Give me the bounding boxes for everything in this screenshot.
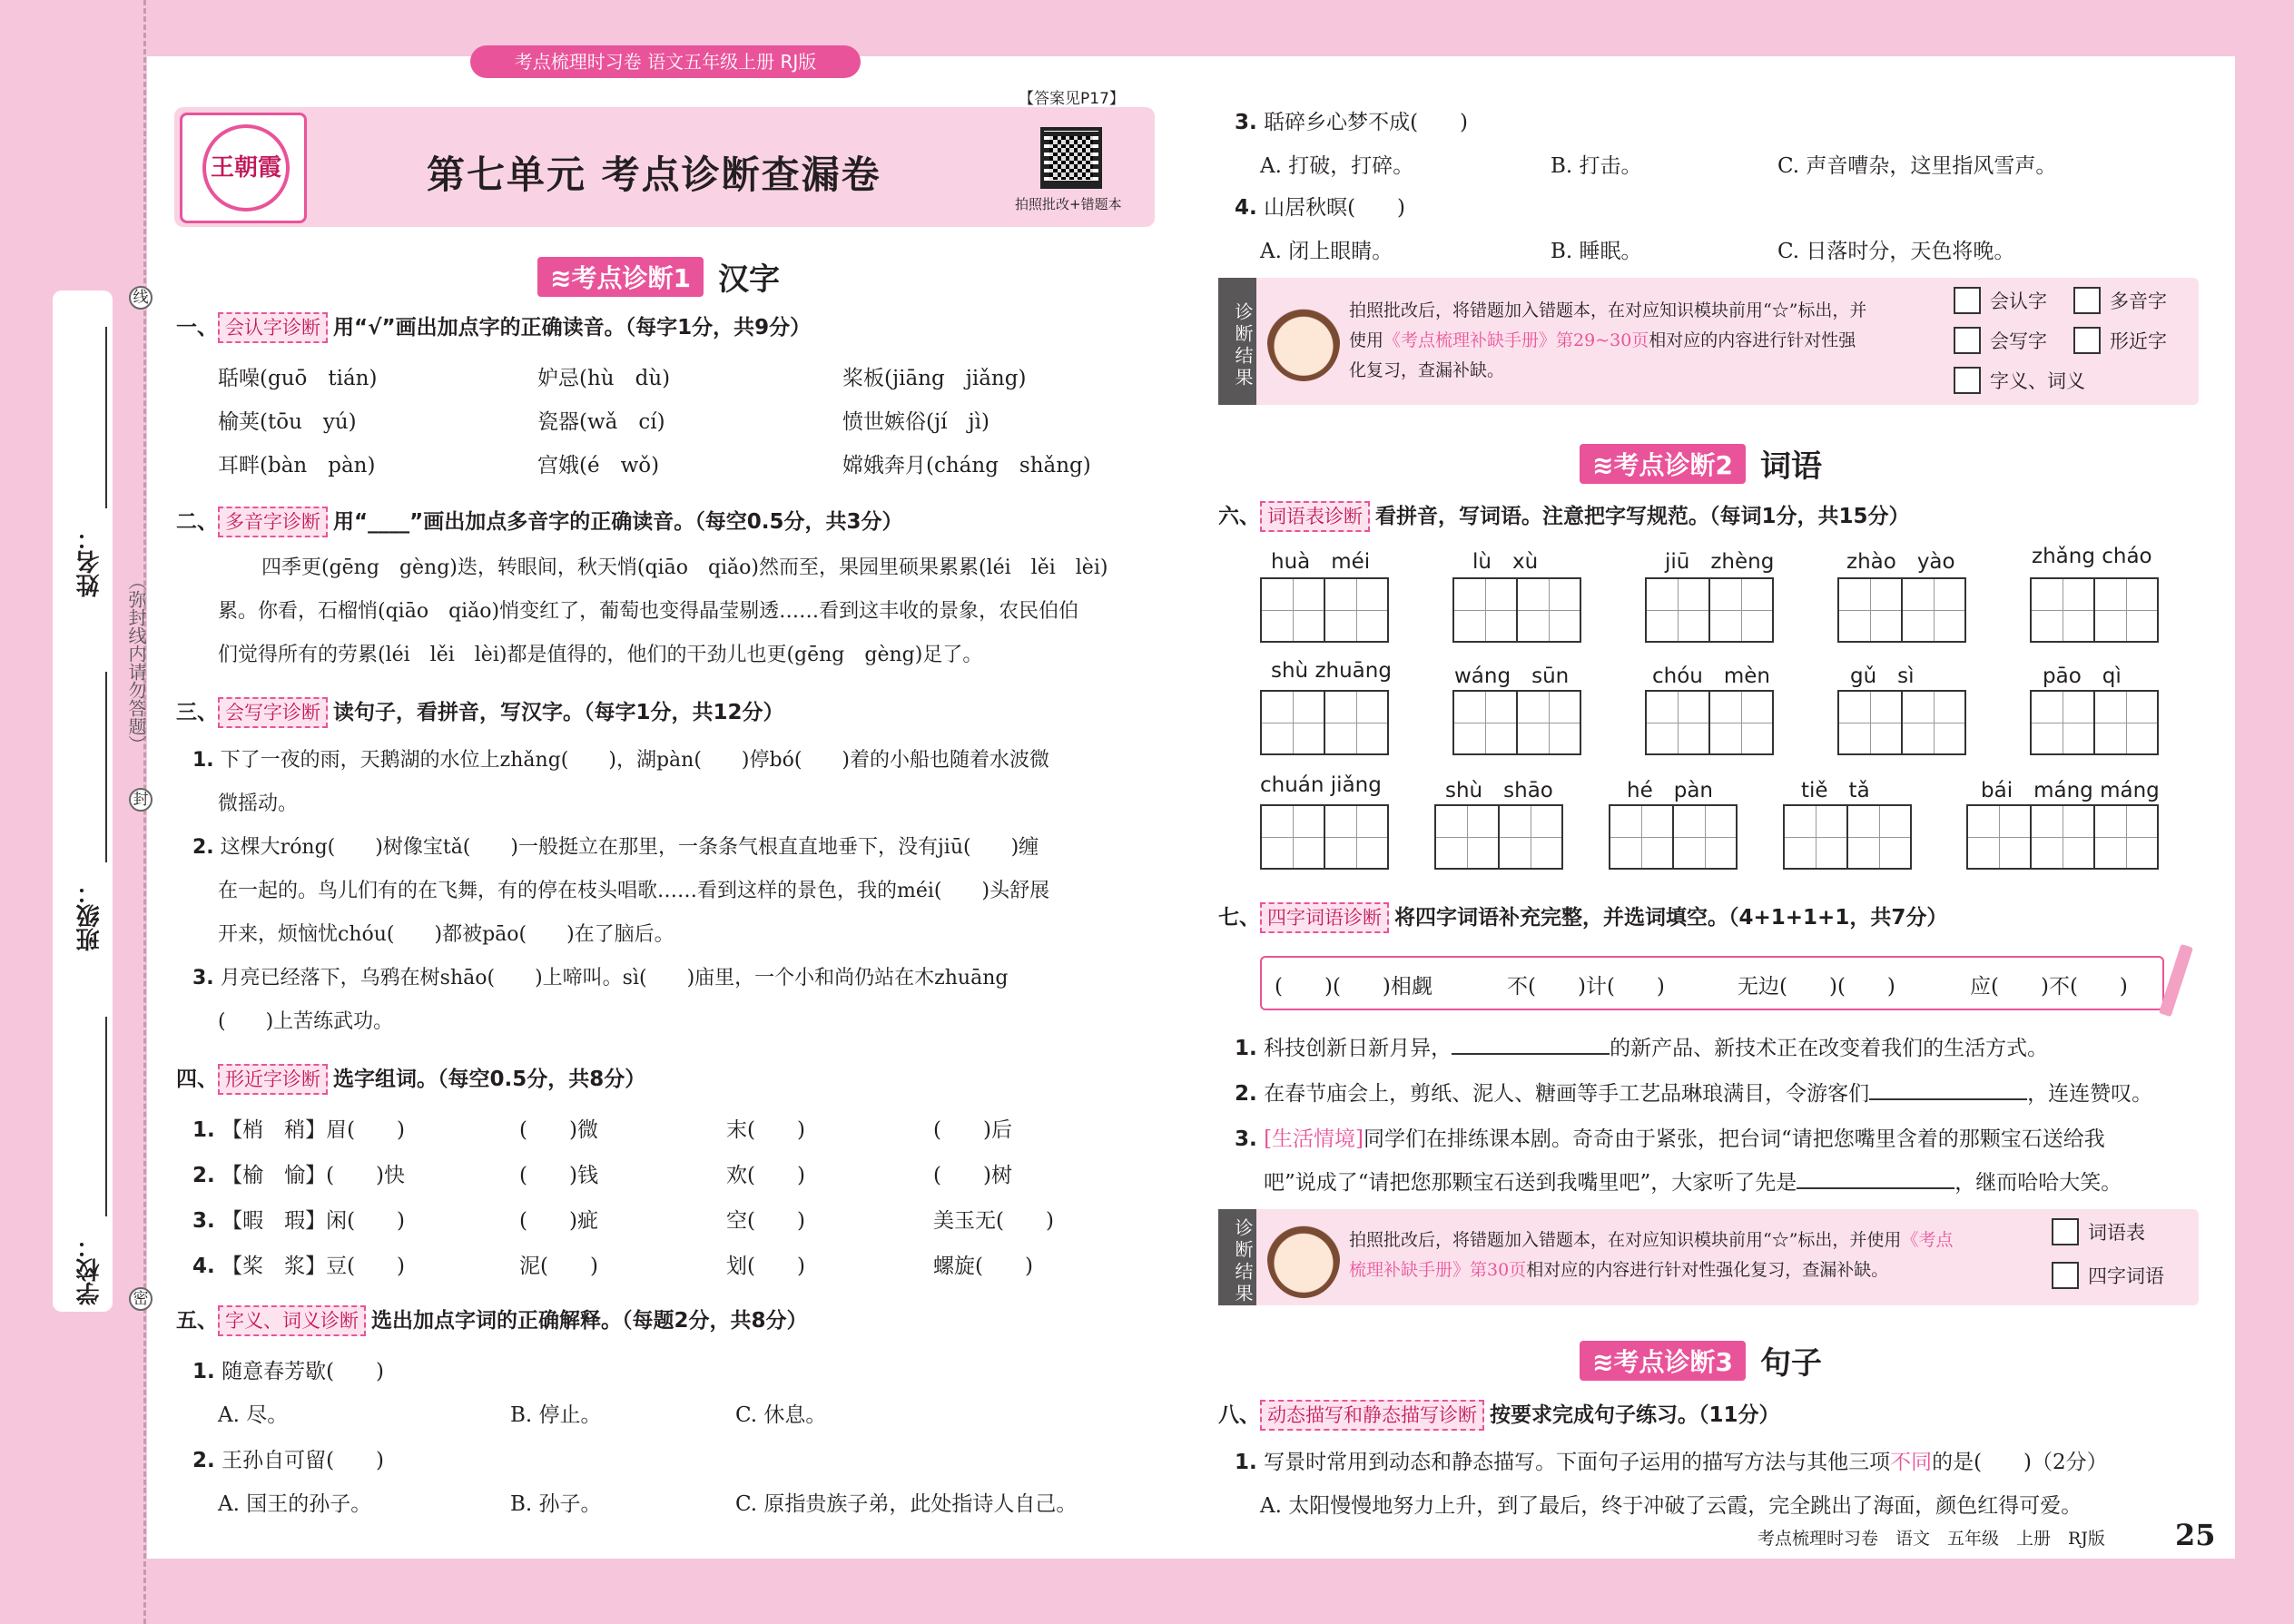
- q1-item: 嫦娥奔月(cháng shǎng): [842, 454, 1091, 477]
- idiom-item: 不( )计( ): [1507, 975, 1665, 999]
- q7-item: 吧”说成了“请把您那颗宝石送到我嘴里吧”，大家听了先是 ，继而哈哈大笑。: [1264, 1171, 2122, 1195]
- class-line[interactable]: [105, 672, 107, 862]
- q4-cell: 螺旋( ): [933, 1255, 1033, 1278]
- q7-item: 3. [生活情境]同学们在排练课本剧。奇奇由于紧张，把台词“请把您嘴里含着的那颗宝石送给我: [1235, 1127, 2105, 1151]
- q2-tag: 多音字诊断: [218, 507, 328, 537]
- section-tag: ≋考点诊断2: [1580, 444, 1746, 484]
- diagnosis-text: 拍照批改后，将错题加入错题本，在对应知识模块前用“☆”标出，并 使用《考点梳理补缺手册》第29~30页相对应的内容进行针对性强 化复习，查漏补缺。: [1349, 300, 1867, 380]
- writing-grid-cell[interactable]: [2093, 690, 2159, 755]
- q7-item: 1. 科技创新日新月异， 的新产品、新技术正在改变着我们的生活方式。: [1235, 1037, 2049, 1060]
- q3-line: 在一起的。鸟儿们有的在飞舞，有的停在枝头唱歌……看到这样的景色，我的méi( )头舒展: [218, 880, 1050, 902]
- pinyin-label: hé pàn: [1627, 779, 1713, 802]
- writing-grid-cell[interactable]: [1516, 690, 1581, 755]
- pinyin-label: zhǎng cháo: [2032, 545, 2152, 568]
- fold-line: [143, 0, 146, 1624]
- writing-grid-cell[interactable]: [1837, 690, 1903, 755]
- writing-grid-cell[interactable]: [1645, 690, 1710, 755]
- q5-option: A. 尽。: [218, 1403, 289, 1427]
- writing-grid-cell[interactable]: [1260, 804, 1325, 870]
- pinyin-label: shù shāo: [1445, 779, 1553, 802]
- writing-grid-cell[interactable]: [1901, 577, 1966, 643]
- q5-heading: 五、 字义、词义诊断 选出加点字词的正确解释。（每题2分，共8分）: [176, 1304, 808, 1336]
- answer-reference: 【答案见P17】: [1019, 90, 1125, 108]
- q4-cell: ( )疵: [519, 1209, 598, 1233]
- q4-cell: 美玉无( ): [933, 1209, 1054, 1233]
- book-series-pill: 考点梳理时习卷 语文五年级上册 RJ版: [470, 45, 861, 78]
- q8-item: 1. 写景时常用到动态和静态描写。下面句子运用的描写方法与其他三项不同的是( )（2分）: [1235, 1451, 2108, 1474]
- seal-char-feng: 封: [129, 788, 153, 812]
- seal-char-xian: 线: [129, 286, 153, 310]
- writing-grid-cell[interactable]: [2030, 804, 2095, 870]
- checkbox-ciyubiao[interactable]: 词语表: [2052, 1218, 2145, 1245]
- section-3-title: [1580, 1338, 1822, 1383]
- q2-paragraph-line: 累。你看，石榴悄(qiāo qiǎo)悄变红了，葡萄也变得晶莹剔透……看到这丰收的景象，农民伯伯: [218, 600, 1079, 623]
- writing-grid-cell[interactable]: [1260, 690, 1325, 755]
- writing-grid-cell[interactable]: [1901, 690, 1966, 755]
- pinyin-label: pāo qì: [2043, 664, 2122, 688]
- q4-row: 4. 【桨 浆】豆( ): [192, 1255, 406, 1278]
- q7-tag: 四字词语诊断: [1260, 902, 1389, 933]
- q4-cell: ( )钱: [519, 1164, 598, 1187]
- checkbox-xingjinzi[interactable]: 形近字: [2073, 327, 2167, 354]
- q3-line: ( )上苦练武功。: [218, 1010, 394, 1033]
- diagnosis-text: 拍照批改后，将错题加入错题本，在对应知识模块前用“☆”标出，并使用《考点 梳理补缺手册》第30页相对应的内容进行针对性强化复习，查漏补缺。: [1349, 1230, 1954, 1280]
- class-label: 班级：: [76, 881, 103, 951]
- q5-option: C. 日落时分，天色将晚。: [1777, 240, 2015, 263]
- qr-caption: 拍照批改+错题本: [1015, 196, 1122, 212]
- q5-option: B. 打击。: [1551, 154, 1642, 178]
- q5-question: 1. 随意春芳歇( ): [192, 1360, 385, 1383]
- name-line[interactable]: [105, 327, 107, 508]
- q1-item: 瓷器(wǎ cí): [537, 410, 665, 434]
- writing-grid-cell[interactable]: [1672, 804, 1738, 870]
- q4-cell: ( )微: [519, 1118, 598, 1142]
- q5-option: A. 国王的孙子。: [218, 1492, 372, 1516]
- q5-option: B. 孙子。: [510, 1492, 602, 1516]
- pinyin-label: wáng sūn: [1454, 664, 1570, 688]
- q8-heading: 八、 动态描写和静态描写诊断 按要求完成句子练习。（11分）: [1218, 1398, 1780, 1431]
- footer-text: 考点梳理时习卷 语文 五年级 上册 RJ版: [1757, 1529, 2105, 1549]
- q3-line: 开来，烦恼忧chóu( )都被pāo( )在了脑后。: [218, 923, 674, 946]
- school-line[interactable]: [105, 1017, 107, 1216]
- writing-grid-cell[interactable]: [1645, 577, 1710, 643]
- section-2-title: [1580, 441, 1822, 486]
- writing-grid-cell[interactable]: [1324, 804, 1389, 870]
- section-name: 句子: [1759, 1345, 1822, 1382]
- logo-emblem: 王朝霞: [202, 124, 290, 212]
- q5-tag: 字义、词义诊断: [218, 1305, 366, 1336]
- page-number: 25: [2175, 1518, 2216, 1552]
- publisher-logo: [180, 113, 307, 223]
- checkbox-sizi-ciyu[interactable]: 四字词语: [2052, 1262, 2164, 1289]
- writing-grid-cell[interactable]: [1609, 804, 1674, 870]
- q1-item: 榆荚(tōu yú): [218, 410, 357, 434]
- q4-cell: 泥( ): [519, 1255, 598, 1278]
- idiom-item: 应( )不( ): [1970, 975, 2128, 999]
- q1-item: 妒忌(hù dù): [537, 367, 671, 390]
- pinyin-label: chóu mèn: [1652, 664, 1771, 688]
- pinyin-label: chuán jiǎng: [1260, 773, 1382, 797]
- q4-cell: ( )树: [933, 1164, 1012, 1187]
- q5-option: A. 闭上眼睛。: [1260, 240, 1393, 263]
- q4-cell: 划( ): [726, 1255, 805, 1278]
- writing-grid-cell[interactable]: [1966, 804, 2032, 870]
- q7-item: 2. 在春节庙会上，剪纸、泥人、糖画等手工艺品琳琅满目，令游客们 ，连连赞叹。: [1235, 1082, 2153, 1106]
- writing-grid-cell[interactable]: [2030, 690, 2095, 755]
- writing-grid-cell[interactable]: [2093, 577, 2159, 643]
- q5-option: C. 声音嘈杂，这里指风雪声。: [1777, 154, 2057, 178]
- pinyin-label: bái máng máng: [1981, 779, 2160, 802]
- page-title: 第七单元 考点诊断查漏卷: [427, 153, 881, 197]
- life-scenario-tag: [生活情境]: [1264, 1127, 1364, 1151]
- writing-grid-cell[interactable]: [1498, 804, 1563, 870]
- seal-char-mi: 密: [129, 1287, 153, 1311]
- checkbox-huixiezi[interactable]: 会写字: [1954, 327, 2047, 354]
- q4-cell: 末( ): [726, 1118, 805, 1142]
- pinyin-label: tiě tǎ: [1801, 779, 1870, 802]
- q2-paragraph-line: 们觉得所有的劳累(léi lěi lèi)都是值得的，他们的干劲儿也更(gēng gèng)足了。: [218, 644, 983, 666]
- diagnosis-result-box-2: [1218, 1209, 2199, 1305]
- q5-option: B. 停止。: [510, 1403, 602, 1427]
- q2-heading: 二、 多音字诊断 用“____”画出加点多音字的正确读音。（每空0.5分，共3分）: [176, 505, 902, 537]
- answer-blank[interactable]: [1869, 1098, 2027, 1100]
- q1-heading: 一、 会认字诊断 用“√”画出加点字的正确读音。（每字1分，共9分）: [176, 310, 811, 343]
- q5-option: A. 打破，打碎。: [1260, 154, 1414, 178]
- pinyin-label: gǔ sì: [1850, 664, 1915, 688]
- writing-grid-cell[interactable]: [1324, 690, 1389, 755]
- q4-heading: 四、 形近字诊断 选字组词。（每空0.5分，共8分）: [176, 1062, 645, 1095]
- q2-paragraph-line: 四季更(gēng gèng)迭，转眼间，秋天悄(qiāo qiǎo)然而至，果园里硕果累累(léi lěi lèi): [261, 556, 1108, 579]
- q1-item: 愤世嫉俗(jí jì): [842, 410, 989, 434]
- seal-note: （弥封线内请勿答题）: [125, 572, 147, 753]
- idiom-item: ( )( )相觑: [1275, 975, 1433, 999]
- q1-item: 聒噪(guō tián): [218, 367, 378, 390]
- q3-line: 2. 这棵大róng( )树像宝tǎ( )一般挺立在那里，一条条气根直直地垂下，没有jiū( )缠: [192, 836, 1039, 859]
- q1-tag: 会认字诊断: [218, 312, 328, 343]
- q3-line: 3. 月亮已经落下，乌鸦在树shāo( )上啼叫。sì( )庙里，一个小和尚仍站在木zhuāng: [192, 967, 1009, 989]
- pinyin-label: shù zhuāng: [1271, 659, 1392, 683]
- pinyin-label: jiū zhèng: [1665, 550, 1775, 574]
- q4-tag: 形近字诊断: [218, 1064, 328, 1095]
- section-1-title: [537, 254, 780, 299]
- answer-blank[interactable]: [1452, 1053, 1610, 1055]
- answer-blank[interactable]: [1797, 1187, 1954, 1189]
- pinyin-label: zhào yào: [1846, 550, 1955, 574]
- q3-line: 1. 下了一夜的雨，天鹅湖的水位上zhǎng( )，湖pàn( )停bó( )着的小船也随着水波微: [192, 749, 1049, 772]
- q4-row: 1. 【梢 稍】眉( ): [192, 1118, 406, 1142]
- school-label: 学校：: [76, 1235, 103, 1305]
- writing-grid-cell[interactable]: [1452, 577, 1518, 643]
- q8-option: A. 太阳慢慢地努力上升，到了最后，终于冲破了云霞，完全跳出了海面，颜色红得可爱。: [1260, 1494, 2082, 1518]
- q5-option: C. 原指贵族子弟，此处指诗人自己。: [735, 1492, 1078, 1516]
- checkbox-huirenzi[interactable]: 会认字: [1954, 287, 2047, 314]
- q5-question: 3. 聒碎乡心梦不成( ): [1235, 111, 1469, 134]
- q4-row: 3. 【暇 瑕】闲( ): [192, 1209, 406, 1233]
- diagnosis-label: 诊断结果: [1218, 1209, 1256, 1305]
- writing-grid-cell[interactable]: [1708, 577, 1774, 643]
- q3-line: 微摇动。: [218, 792, 299, 815]
- diagnosis-result-box-1: [1218, 278, 2199, 405]
- writing-grid-cell[interactable]: [1452, 690, 1518, 755]
- section-name: 汉字: [717, 261, 780, 298]
- writing-grid-cell[interactable]: [1846, 804, 1912, 870]
- q8-tag: 动态描写和静态描写诊断: [1260, 1400, 1484, 1431]
- q5-option: C. 休息。: [735, 1403, 827, 1427]
- q4-cell: 空( ): [726, 1209, 805, 1233]
- q6-heading: 六、 词语表诊断 看拼音，写词语。注意把字写规范。（每词1分，共15分）: [1218, 499, 1910, 532]
- q4-cell: ( )后: [933, 1118, 1012, 1142]
- writing-grid-cell[interactable]: [1708, 690, 1774, 755]
- writing-grid-cell[interactable]: [1783, 804, 1848, 870]
- writing-grid-cell[interactable]: [1434, 804, 1500, 870]
- q1-item: 桨板(jiāng jiǎng): [842, 367, 1027, 390]
- q4-cell: 欢( ): [726, 1164, 805, 1187]
- section-tag: ≋考点诊断1: [537, 257, 704, 297]
- girl-avatar-icon: [1267, 1220, 1340, 1298]
- writing-grid-cell[interactable]: [1324, 577, 1389, 643]
- q1-item: 宫娥(é wǒ): [537, 454, 660, 477]
- writing-grid-cell[interactable]: [1516, 577, 1581, 643]
- girl-avatar-icon: [1267, 303, 1340, 381]
- writing-grid-cell[interactable]: [1837, 577, 1903, 643]
- diagnosis-label: 诊断结果: [1218, 278, 1256, 405]
- q3-heading: 三、 会写字诊断 读句子，看拼音，写汉字。（每字1分，共12分）: [176, 695, 784, 728]
- q3-tag: 会写字诊断: [218, 697, 328, 728]
- q4-row: 2. 【榆 愉】( )快: [192, 1164, 406, 1187]
- q1-item: 耳畔(bàn pàn): [218, 454, 376, 477]
- q5-option: B. 睡眠。: [1551, 240, 1642, 263]
- pinyin-label: huà méi: [1271, 550, 1371, 574]
- checkbox-ziyi-ciyi[interactable]: 字义、词义: [1954, 367, 2085, 394]
- q5-question: 2. 王孙自可留( ): [192, 1449, 385, 1472]
- section-name: 词语: [1759, 448, 1822, 485]
- qr-code-icon[interactable]: [1040, 127, 1102, 189]
- checkbox-duoyinzi[interactable]: 多音字: [2073, 287, 2167, 314]
- pinyin-label: lù xù: [1472, 550, 1539, 574]
- q5-question: 4. 山居秋暝( ): [1235, 196, 1406, 220]
- student-info-panel: [53, 290, 113, 1312]
- section-tag: ≋考点诊断3: [1580, 1341, 1746, 1381]
- q6-tag: 词语表诊断: [1260, 501, 1370, 532]
- writing-grid-cell[interactable]: [1260, 577, 1325, 643]
- name-label: 姓名：: [76, 527, 103, 597]
- idiom-item: 无边( )( ): [1738, 975, 1895, 999]
- writing-grid-cell[interactable]: [2093, 804, 2159, 870]
- q7-heading: 七、 四字词语诊断 将四字词语补充完整，并选词填空。（4+1+1+1，共7分）: [1218, 901, 1947, 933]
- writing-grid-cell[interactable]: [2030, 577, 2095, 643]
